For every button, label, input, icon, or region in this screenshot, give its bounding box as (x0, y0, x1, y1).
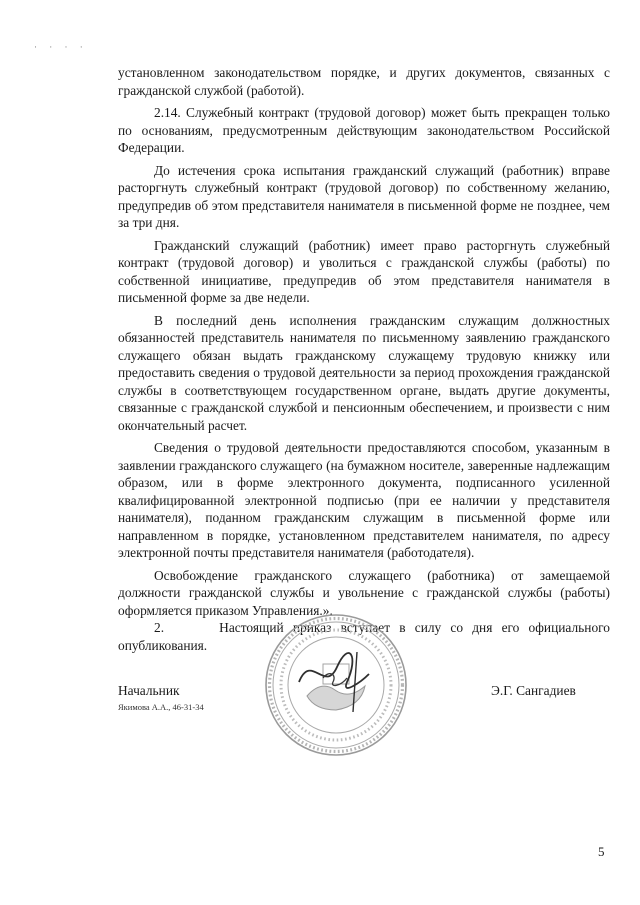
official-seal-image (263, 612, 409, 758)
paragraph-employment-info: Сведения о трудовой деятельности предоставляются способом, указанным в заявлении гражданского служащего (на бумажном носителе, заверенные надлежащим образом, или в форме электронного документа, подписанного усиленной квалифицированной электронной подписью (при ее наличии у представителя нанимателя), поданном гражданским служащим в письменной форме или направленном в порядке, установленном представителем нанимателя, по адресу электронной почты представителя нанимателя (работодателя). (118, 440, 610, 560)
paragraph-resignation: Гражданский служащий (работник) имеет право расторгнуть служебный контракт (трудовой договор) и уволиться с гражданской службы (работы) по собственной инициативе, предупредив об этом представителя нанимателя в письменной форме за две недели. (118, 237, 610, 305)
paragraph-last-day: В последний день исполнения гражданским служащим должностных обязанностей представитель нанимателя по письменному заявлению гражданского служащего обязан выдать гражданскому служащему трудовую книжку или предоставить сведения о трудовой деятельности за период прохождения гражданской службы в соответствующем государственном органе, выдать другие документы, связанные с гражданской службой и пенсионным обеспечением, и произвести с ним окончательный расчет. (118, 312, 610, 433)
signature-title: Начальник (118, 683, 180, 698)
paragraph-effective-date: 2. Настоящий приказ вступает в силу со дня его официального опубликования. (118, 620, 614, 653)
signature-name: Э.Г. Сангадиев (491, 683, 576, 698)
paragraph-probation: До истечения срока испытания гражданский служащий (работник) вправе расторгнуть служебный контракт (трудовой договор) по собственному желанию, предупредив об этом представителя нанимателя в письменной форме не позднее, чем за три дня. (118, 162, 610, 230)
paragraph-release: Освобождение гражданского служащего (работника) от замещаемой должности гражданской службы и увольнение с гражданской службы (работы) оформляется приказом Управления.». (118, 567, 610, 618)
page-number: 5 (598, 844, 605, 859)
document-body (118, 64, 614, 654)
paragraph-continuation: установленном законодательством порядке, и других документов, связанных с гражданской службой (работой). (118, 65, 610, 98)
paragraph-2-14: 2.14. Служебный контракт (трудовой договор) может быть прекращен только по основаниям, предусмотренным действующим законодательством Российской Федерации. (118, 105, 610, 155)
scan-mark: · · · · (34, 42, 88, 52)
executor-contact: Якимова А.А., 46-31-34 (118, 702, 204, 712)
